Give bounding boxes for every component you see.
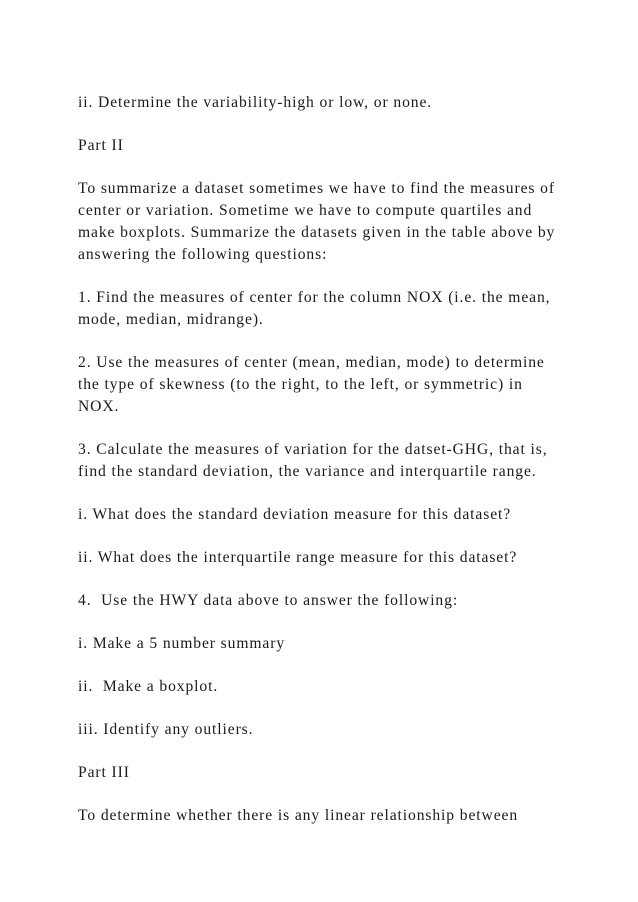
part-2-intro: To summarize a dataset sometimes we have to find the measures of center or variation. Sometime we have to compute quartiles and make boxplots. Summarize the datasets given in the table above by answering the following questions: [78,180,561,263]
question-4-hwy: 4. Use the HWY data above to answer the following: [78,592,459,609]
document-body [78,92,568,848]
question-variability: ii. Determine the variability-high or low, or none. [78,94,433,111]
section-heading-part-2: Part II [78,137,124,154]
question-4i-five-number-summary: i. Make a 5 number summary [78,635,286,652]
question-4iii-outliers: iii. Identify any outliers. [78,721,254,738]
question-1-center-nox: 1. Find the measures of center for the column NOX (i.e. the mean, mode, median, midrange). [78,289,556,328]
question-4ii-boxplot: ii. Make a boxplot. [78,678,219,695]
section-heading-part-3: Part III [78,764,130,781]
question-3ii-interquartile-range: ii. What does the interquartile range measure for this dataset? [78,549,518,566]
question-2-skewness: 2. Use the measures of center (mean, median, mode) to determine the type of skewness (to the right, to the left, or symmetric) in NOX. [78,354,550,415]
part-3-intro: To determine whether there is any linear relationship between [78,807,519,824]
question-3-variation-ghg: 3. Calculate the measures of variation for the datset-GHG, that is, find the standard deviation, the variance and interquartile range. [78,441,553,480]
question-3i-standard-deviation: i. What does the standard deviation measure for this dataset? [78,506,512,523]
